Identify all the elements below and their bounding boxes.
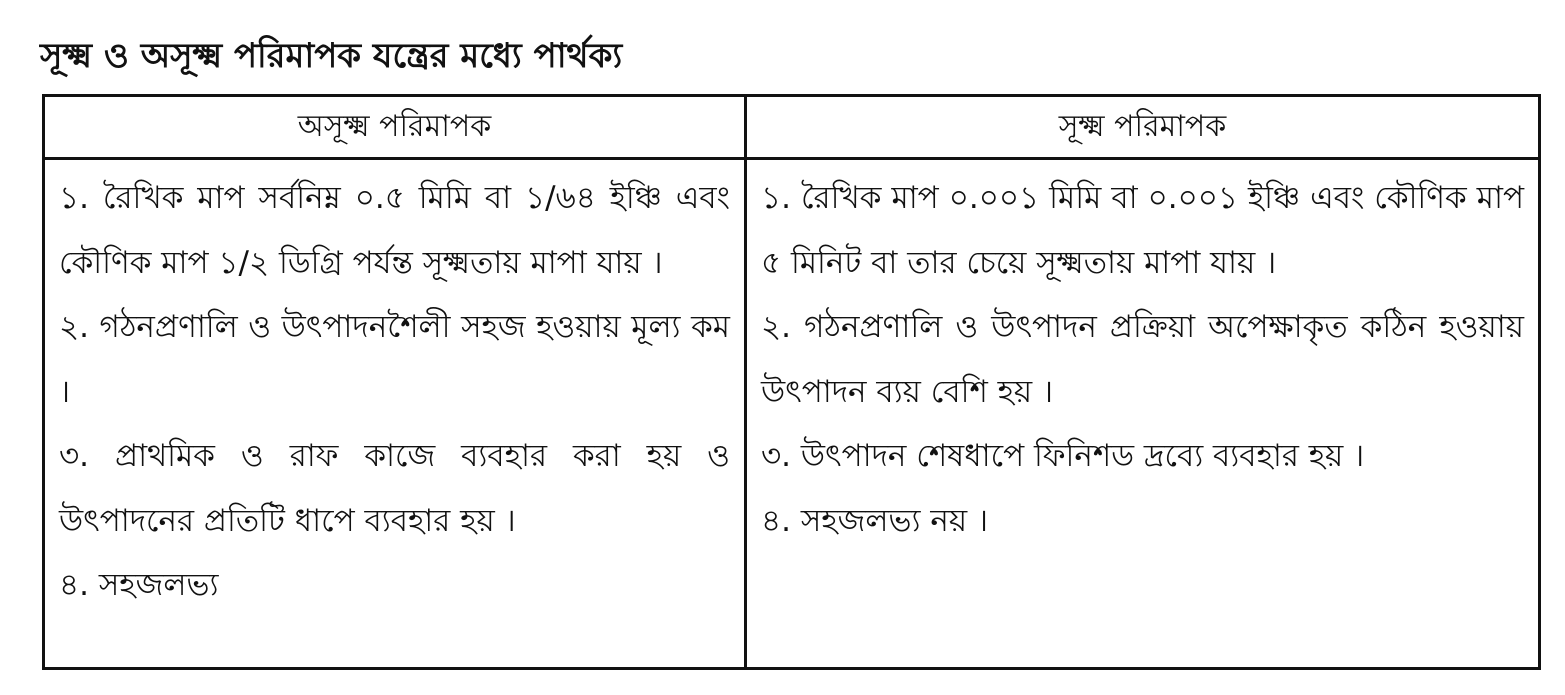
list-item: ১. রৈখিক মাপ সর্বনিম্ন ০.৫ মিমি বা ১/৬৪ ইঞ্চি এবং কৌণিক মাপ ১/২ ডিগ্রি পর্যন্ত সূক্ষ্মতায় মাপা যায় । <box>59 180 730 281</box>
header-coarse-instruments: অসূক্ষ্ম পরিমাপক <box>44 96 746 159</box>
list-item: ৪. সহজলভ্য <box>59 567 219 603</box>
precision-column-cell <box>746 159 1540 669</box>
comparison-table <box>42 94 1541 670</box>
table-row <box>44 159 1540 669</box>
header-precision-instruments: সূক্ষ্ম পরিমাপক <box>746 96 1540 159</box>
page-title: সূক্ষ্ম ও অসূক্ষ্ম পরিমাপক যন্ত্রের মধ্যে পার্থক্য <box>40 36 623 76</box>
list-item: ৩. প্রাথমিক ও রাফ কাজে ব্যবহার করা হয় ও উৎপাদনের প্রতিটি ধাপে ব্যবহার হয় । <box>59 438 730 539</box>
list-item: ১. রৈখিক মাপ ০.০০১ মিমি বা ০.০০১ ইঞ্চি এবং কৌণিক মাপ ৫ মিনিট বা তার চেয়ে সূক্ষ্মতায় মাপা যায় । <box>761 180 1524 281</box>
table-header-row <box>44 96 1540 159</box>
list-item: ২. গঠনপ্রণালি ও উৎপাদনশৈলী সহজ হওয়ায় মূল্য কম । <box>59 309 730 410</box>
list-item: ৩. উৎপাদন শেষধাপে ফিনিশড দ্রব্যে ব্যবহার হয় । <box>761 438 1365 474</box>
list-item: ৪. সহজলভ্য নয় । <box>761 502 989 539</box>
list-item: ২. গঠনপ্রণালি ও উৎপাদন প্রক্রিয়া অপেক্ষাকৃত কঠিন হওয়ায় উৎপাদন ব্যয় বেশি হয় । <box>761 309 1524 410</box>
coarse-column-cell <box>44 159 746 669</box>
